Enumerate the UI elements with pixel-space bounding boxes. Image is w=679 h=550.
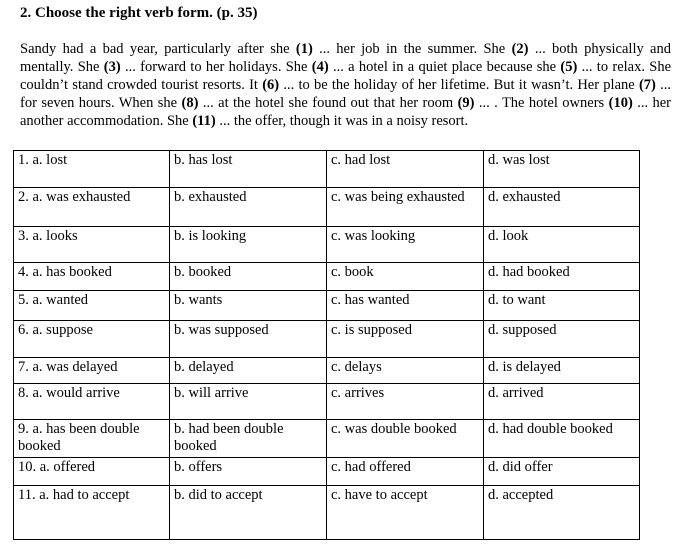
passage-segment: ... to be the holiday of her lifetime. But it wasn’t. Her plane [279,77,639,93]
passage-segment: ... to relax. She couldn’t stand crowded tourist resorts. It [20,59,672,93]
passage-segment: ... a hotel in a quiet place because she [328,59,561,75]
option-b[interactable]: b. will arrive [170,384,327,420]
option-d[interactable]: d. to want [484,291,640,321]
option-a[interactable]: 8. a. would arrive [14,384,170,420]
passage-segment: Sandy had a bad year, particularly after she [20,41,296,57]
blank-number: (2) [511,41,529,57]
option-c[interactable]: c. book [327,263,484,291]
option-a[interactable]: 7. a. was delayed [14,358,170,384]
option-row [14,384,640,420]
option-row [14,291,640,321]
option-d[interactable]: d. is delayed [484,358,640,384]
option-a[interactable]: 9. a. has been double booked [14,420,170,458]
blank-number: (10) [608,95,633,111]
option-b[interactable]: b. booked [170,263,327,291]
option-row [14,151,640,188]
passage-text [20,40,671,130]
passage-segment: ... both physically and mentally. She [20,41,671,75]
blank-number: (1) [295,41,313,57]
blank-number: (9) [457,95,475,111]
option-d[interactable]: d. accepted [484,486,640,540]
option-row [14,263,640,291]
option-c[interactable]: c. has wanted [327,291,484,321]
option-a[interactable]: 2. a. was exhausted [14,188,170,227]
passage-segment: ... her job in the summer. She [312,41,512,57]
blank-number: (8) [181,95,199,111]
option-row [14,227,640,263]
passage-segment: ... forward to her holidays. She [120,59,312,75]
option-a[interactable]: 3. a. looks [14,227,170,263]
option-d[interactable]: d. did offer [484,458,640,486]
option-b[interactable]: b. delayed [170,358,327,384]
option-b[interactable]: b. is looking [170,227,327,263]
blank-number: (6) [262,77,280,93]
option-b[interactable]: b. has lost [170,151,327,188]
option-c[interactable]: c. delays [327,358,484,384]
option-b[interactable]: b. did to accept [170,486,327,540]
option-c[interactable]: c. have to accept [327,486,484,540]
option-row [14,486,640,540]
option-b[interactable]: b. offers [170,458,327,486]
option-b[interactable]: b. had been double booked [170,420,327,458]
option-d[interactable]: d. arrived [484,384,640,420]
option-c[interactable]: c. was double booked [327,420,484,458]
option-a[interactable]: 11. a. had to accept [14,486,170,540]
option-a[interactable]: 6. a. suppose [14,321,170,358]
passage-segment: ... her another accommodation. She [20,95,671,129]
blank-number: (4) [311,59,329,75]
blank-number: (7) [638,77,656,93]
option-c[interactable]: c. is supposed [327,321,484,358]
option-d[interactable]: d. look [484,227,640,263]
option-d[interactable]: d. had booked [484,263,640,291]
option-b[interactable]: b. exhausted [170,188,327,227]
option-d[interactable]: d. had double booked [484,420,640,458]
passage-segment: ... at the hotel she found out that her room [198,95,458,111]
blank-number: (11) [192,113,216,129]
option-d[interactable]: d. was lost [484,151,640,188]
option-row [14,321,640,358]
option-c[interactable]: c. had offered [327,458,484,486]
passage-segment: ... for seven hours. When she [20,77,671,111]
option-c[interactable]: c. had lost [327,151,484,188]
option-b[interactable]: b. wants [170,291,327,321]
option-row [14,458,640,486]
option-c[interactable]: c. was looking [327,227,484,263]
option-row [14,188,640,227]
options-table [13,150,640,540]
option-row [14,420,640,458]
option-b[interactable]: b. was supposed [170,321,327,358]
option-c[interactable]: c. was being exhausted [327,188,484,227]
blank-number: (5) [560,59,578,75]
option-a[interactable]: 5. a. wanted [14,291,170,321]
option-a[interactable]: 10. a. offered [14,458,170,486]
option-d[interactable]: d. exhausted [484,188,640,227]
option-d[interactable]: d. supposed [484,321,640,358]
option-c[interactable]: c. arrives [327,384,484,420]
option-row [14,358,640,384]
option-a[interactable]: 1. a. lost [14,151,170,188]
passage-segment: ... the offer, though it was in a noisy resort. [215,113,469,129]
option-a[interactable]: 4. a. has booked [14,263,170,291]
exercise-title: 2. Choose the right verb form. (p. 35) [20,5,258,21]
passage-segment: ... . The hotel owners [474,95,609,111]
blank-number: (3) [103,59,121,75]
